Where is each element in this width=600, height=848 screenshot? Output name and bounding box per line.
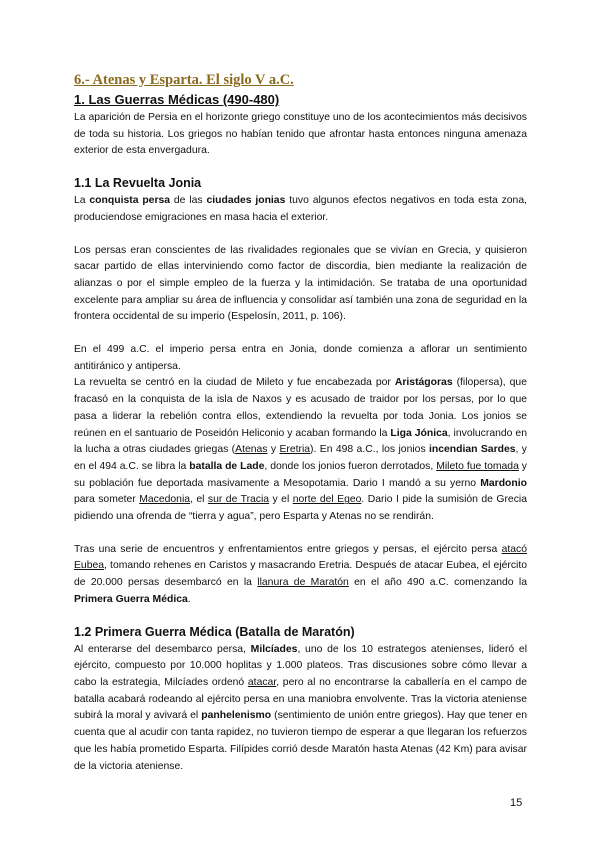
underlined-term: sur de Tracia — [207, 494, 270, 506]
paragraph-revuelta-mileto — [74, 375, 527, 525]
text-run: . Dario I pide la sumisión de Grecia pidiendo una ofrenda de “tierra y agua”, pero Esparta y Atenas no se rendirán. — [74, 494, 527, 523]
bold-term: Liga Jónica — [390, 427, 448, 439]
bold-term: batalla de Lade — [189, 460, 265, 472]
text-run: Al enterarse del desembarco persa, — [74, 643, 251, 655]
text-run: y — [267, 444, 280, 456]
intro-paragraph: La aparición de Persia en el horizonte griego constituye uno de los acontecimientos más decisivos de toda su historia. Los griegos no habían tenido que afrontar hasta entonces ninguna amenaza exterior de esta envergadura. — [74, 112, 527, 157]
underlined-term: Atenas — [235, 444, 268, 456]
text-run: (filopersa), que fracasó en la conquista de la isla de Naxos y es acusado de traidor por los persas, por lo que pasa a liderar la rebelión contra ellos, extendiendo la revuelta por toda Jonia. Los jonios se reúnen en el santuario de Poseidón Heliconio y acaban formando la — [74, 377, 527, 439]
bold-term: ciudades jonias — [206, 195, 286, 207]
section-title: 1. Las Guerras Médicas (490-480) — [74, 92, 280, 107]
text-run: La — [74, 195, 90, 207]
bold-term: Aristágoras — [394, 377, 453, 389]
subsection-title-maraton: 1.2 Primera Guerra Médica (Batalla de Maratón) — [74, 624, 355, 639]
underlined-term: Eretria — [279, 444, 311, 456]
bold-term: Milcíades — [250, 643, 298, 655]
underlined-term: atacó Eubea — [74, 543, 527, 572]
text-run: . — [187, 593, 191, 605]
bold-term: conquista persa — [89, 195, 171, 207]
text-run: , pero al no encontrarse la caballería en el campo de batalla acabará rodeando al ejército persa en una maniobra envolvente. Tras la victoria ateniense subirá la moral y avivará el — [74, 676, 527, 722]
subsection-title-revuelta-jonia: 1.1 La Revuelta Jonia — [74, 176, 202, 191]
paragraph-eubea — [74, 542, 527, 609]
text-run: ). En 498 a.C., los jonios — [310, 444, 430, 456]
text-run: de las — [170, 195, 207, 207]
text-run: para someter — [74, 494, 140, 506]
paragraph-milciades — [74, 642, 527, 776]
text-run: en el año 490 a.C. comenzando la — [348, 577, 527, 589]
underlined-term: norte del Egeo — [292, 494, 362, 506]
underlined-term: atacar — [247, 676, 277, 688]
page-number: 15 — [510, 797, 523, 809]
paragraph-conquista — [74, 193, 527, 226]
paragraph-rivalidades: Los persas eran conscientes de las rivalidades regionales que se vivían en Grecia, y quisieron sacar partido de ellas interviniendo como factor de discordia, bien mediante la realización de alianzas o por el simple empleo de la fuerza y la intimidación. Se trataba de una oportunidad excelente para ampliar su área de influencia y consolidar así también una zona de seguridad en la frontera occidental de su imperio (Espelosín, 2011, p. 106). — [74, 244, 527, 323]
bold-term: Mardonio — [480, 477, 527, 489]
text-run: y el — [269, 494, 293, 506]
paragraph-499: En el 499 a.C. el imperio persa entra en Jonia, donde comienza a aflorar un sentimiento antitiránico y antipersa. — [74, 344, 527, 372]
page-content — [74, 70, 527, 775]
text-run: La revuelta se centró en la ciudad de Mileto y fue encabezada por — [74, 377, 395, 389]
text-run: tuvo algunos efectos negativos en toda esta zona, produciendose emigraciones en masa hacia el exterior. — [74, 195, 527, 223]
underlined-term: Mileto fue tomada — [436, 460, 519, 472]
text-run: , el — [190, 494, 208, 506]
text-run: Tras una serie de encuentros y enfrentamientos entre griegos y persas, el ejército persa — [74, 543, 502, 555]
bold-term: panhelenismo — [201, 710, 272, 722]
chapter-title: 6.- Atenas y Esparta. El siglo V a.C. — [74, 72, 294, 88]
bold-term: Primera Guerra Médica — [74, 593, 188, 605]
underlined-term: Macedonia — [139, 494, 191, 506]
underlined-term: llanura de Maratón — [257, 577, 349, 589]
text-run: , y en el 494 a.C. se libra la — [74, 444, 527, 472]
text-run: , uno de los 10 estrategos atenienses, lideró el ejército, compuesto por 10.000 hoplitas y 1.000 plateos. Tras discusiones sobre cómo llevar a cabo la estrategia, Milcíades ordenó — [74, 643, 527, 688]
text-run: y su población fue deportada masivamente a Mesopotamia. Dario I mandó a su yerno — [74, 460, 527, 489]
text-run: , involucrando en la lucha a otras ciudades griegas ( — [74, 427, 527, 456]
text-run: , tomando rehenes en Caristos y masacrando Eretria. Después de atacar Eubea, el ejército de 20.000 persas desembarcó en la — [74, 560, 527, 589]
text-run: (sentimiento de unión entre griegos). Hay que tener en cuenta que al acudir con tanta rapidez, no tuvieron tiempo de esperar a que llegaran los refuerzos que les había prometido Esparta. Filípides corrió desde Maratón hasta Atenas (42 Km) para avisar de la victoria ateniense. — [74, 710, 528, 772]
text-run: , donde los jonios fueron derrotados, — [264, 460, 437, 472]
bold-term: incendian Sardes — [429, 444, 516, 456]
